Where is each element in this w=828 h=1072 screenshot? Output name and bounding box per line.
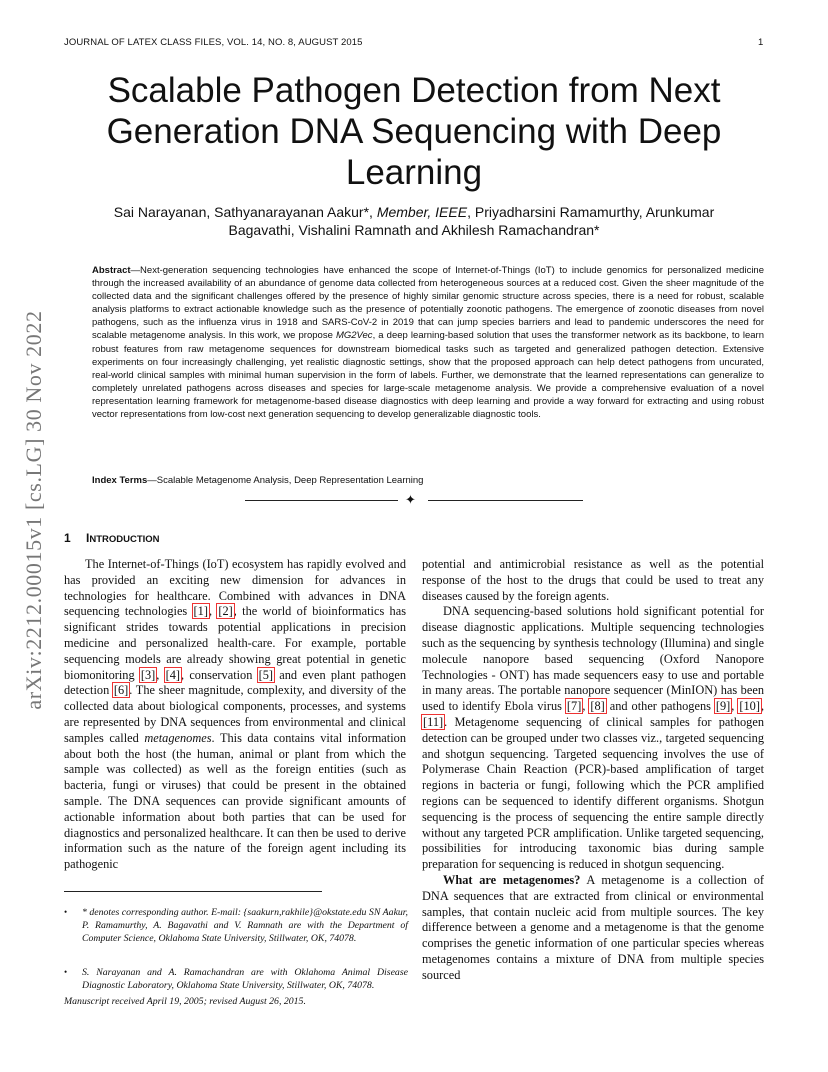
text-run: and other pathogens [605, 699, 715, 714]
authors-membership: Member, IEEE [376, 204, 468, 220]
abstract-text-2: , a deep learning-based solution that uses the transformer network as its backbone, to learn robust features from raw metagenome sequences for downstream biomedical tasks such as targeted and generalized pathogen detection. Extensive experiments on four increasingly challenging, yet realistic diagnostic settings, show that the proposed approach can help detect pathogens from uncurated, real-world clinical samples with minimal human supervision in the form of labels. Further, we demonstrate that the learned representations can generalize to completely unrelated pathogens across diseases and species for large-scale metagenome analysis. We provide a comprehensive evaluation of a novel representation learning framework for metagenome-based disease diagnostics with deep learning and provide a way forward for extracting and using robust vector representations from low-cost next generation sequencing to develop generalizable diagnostic tools. [92, 330, 764, 421]
text-run: , [156, 667, 165, 682]
intro-paragraph-continued: potential and antimicrobial resistance as well as the potential response of the host to the drugs that could be used to treat any diseases caused by the foreign agents. [422, 557, 764, 603]
intro-paragraph-2 [422, 604, 764, 873]
text-run: The Internet-of-Things (IoT) ecosystem has rapidly evolved and has provided an exciting new dimension for advances in technologies for healthcare. Combined with advances in DNA sequencing technologies [64, 557, 406, 619]
footnote-rule [64, 891, 322, 892]
term-metagenomes: metagenomes [144, 730, 212, 745]
text-run: , the world of bioinformatics has significant strides towards potential applications in precision medicine and personalized health-care. For example, portable sequencing models are already showing great potential in genetic biomonitoring [64, 604, 407, 682]
index-terms [92, 475, 764, 486]
text-run: and even plant pathogen detection [64, 667, 407, 698]
arxiv-stamp[interactable]: arXiv:2212.00015v1 [cs.LG] 30 Nov 2022 [21, 310, 46, 710]
citation-link-8[interactable]: [8] [590, 699, 605, 714]
running-head: JOURNAL OF LATEX CLASS FILES, VOL. 14, NO. 8, AUGUST 2015 [64, 37, 363, 48]
citation-link-5[interactable]: [5] [258, 667, 274, 682]
citation-link-2[interactable]: [2] [218, 604, 233, 619]
text-run: . Metagenome sequencing of clinical samples for pathogen detection can be grouped under two classes viz., targeted sequencing and shotgun sequencing. Targeted sequencing involves the use of Polymerase Chain Reaction (PCR)-based amplification of target regions in bacteria or fungi, following which the PCR amplified regions can be sequenced to identify different organisms. Shotgun sequencing is the process of sequencing the entire sample directly without any targeted PCR amplification. Unlike targeted sequencing, possibilities for introducing taxonomic bias during sample preparation for sequencing is reduced in shotgun sequencing. [422, 714, 764, 872]
text-run: , [731, 699, 739, 714]
abstract-text-1: —Next-generation sequencing technologies have enhanced the scope of Internet-of-Things (IoT) to include genomics for personalized medicine through the increased availability of an abundance of genome data collected from heterogeneous sources at a reduced cost. Given the sheer magnitude of the collected data and the significant challenges offered by the presence of highly similar genomic structure across species, there is a need for robust, scalable analysis platforms to extract actionable knowledge such as the presence of potentially zoonotic pathogens. The emergence of zoonotic diseases from novel pathogens, such as the influenza virus in 1918 and SARS-CoV-2 in 2019 that can jump species barriers and lead to pandemic underscores the need for scalable metagenome analysis. In this work, we propose [92, 265, 764, 342]
footnote-1-text: * denotes corresponding author. E-mail: {saakurn,rakhile}@okstate.edu SN Aakur, P. Ramamurthy, A. Bagavathi and V. Ramnath are with the Department of Computer Science, Oklahoma State University, Stillwater, OK, 74078. [82, 907, 408, 945]
index-terms-label: Index Terms [92, 475, 148, 486]
page-number: 1 [758, 37, 764, 48]
section-title-rest: NTRODUCTION [89, 534, 160, 545]
text-run: , [208, 604, 218, 619]
method-name: MG2Vec [335, 330, 373, 342]
manuscript-note: Manuscript received April 19, 2005; revised August 26, 2015. [64, 996, 306, 1007]
bullet-icon: • [64, 907, 68, 917]
text-run: A metagenome is a collection of DNA sequences that are extracted from clinical or environmental samples, that contain nucleic acid from multiple sources. The key difference between a genome and a metagenome is that the genome comprises the genetic information of one particular species whereas metagenomes contains a mixture of DNA from multiple species sourced [422, 872, 764, 982]
abstract [92, 264, 764, 421]
citation-link-9[interactable]: [9] [715, 699, 731, 714]
citation-link-7[interactable]: [7] [566, 699, 582, 714]
body-right-column [422, 557, 764, 984]
footnote-2-text: S. Narayanan and A. Ramachandran are with Oklahoma Animal Disease Diagnostic Laboratory, Oklahoma State University, Stillwater, OK, 74078. [82, 967, 408, 992]
citation-link-10[interactable]: [10] [739, 699, 760, 714]
authors-part-1: Sai Narayanan, Sathyanarayanan Aakur*, [113, 204, 377, 220]
abstract-label: Abstract [92, 265, 131, 276]
intro-paragraph-1 [64, 557, 406, 873]
citation-link-11[interactable]: [11] [423, 714, 444, 729]
authors-part-2: , Priyadharsini Ramamurthy, Arunkumar Bagavathi, Vishalini Ramnath and Akhilesh Ramachandran* [228, 204, 715, 238]
text-run: . This data contains vital information about both the host (the human, animal or plant from which the sample was collected) as well as the foreign entities (such as bacteria, fungi or viruses) that could be present in the obtained sample. The DNA sequences can provide significant amounts of actionable information about both parties that can be used for diagnostics and personalized healthcare. It can then be used to derive information such as the nature of the foreign agent including its pathogenic [64, 730, 406, 872]
divider-diamond-icon: ✦ [405, 492, 416, 507]
citation-link-4[interactable]: [4] [165, 667, 181, 682]
divider-left-line [245, 500, 398, 501]
citation-link-3[interactable]: [3] [140, 667, 156, 682]
text-run: , conservation [181, 667, 258, 682]
citation-link-1[interactable]: [1] [193, 604, 208, 619]
text-run: , [582, 699, 590, 714]
intro-paragraph-3 [422, 873, 764, 984]
author-list [80, 203, 748, 239]
text-run: DNA sequencing-based solutions hold significant potential for disease diagnostic applications. Multiple sequencing technologies such as the sequencing by synthesis technology (Illumina) and single molecule nanopore based sequencing (Oxford Nanopore Technologies - ONT) has made sequencers easy to use and portable in many areas. The portable nanopore sequencer (MinION) has been used to identify Ebola virus [422, 604, 764, 714]
body-left-column [64, 557, 406, 873]
section-number: 1 [64, 531, 71, 545]
text-run: , [760, 699, 765, 714]
section-first-letter: I [86, 531, 90, 545]
citation-link-6[interactable]: [6] [113, 683, 129, 698]
divider-right-line [428, 500, 583, 501]
footnote-2 [64, 966, 408, 992]
bullet-icon: • [64, 967, 68, 977]
footnote-1 [64, 906, 408, 946]
index-terms-text: —Scalable Metagenome Analysis, Deep Representation Learning [147, 475, 424, 486]
text-run: . The sheer magnitude, complexity, and diversity of the collected data about biological components, processes, and systems are represented by DNA sequences from environmental and clinical samples called [64, 683, 406, 745]
paragraph-heading: What are metagenomes? [443, 872, 581, 887]
paper-title: Scalable Pathogen Detection from Next Generation DNA Sequencing with Deep Learning [106, 71, 722, 192]
section-heading [64, 531, 160, 545]
